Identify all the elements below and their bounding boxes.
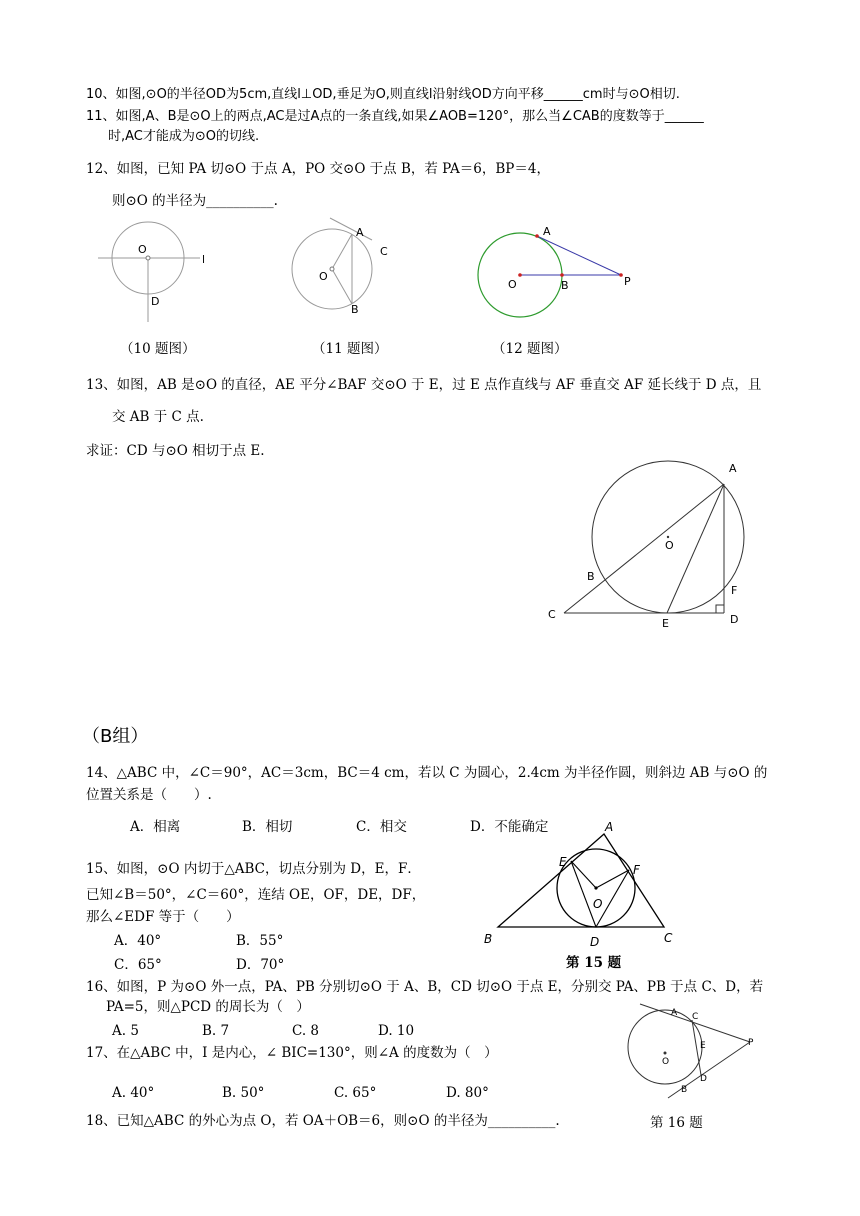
- q13-text-line1: 13、如图，AB 是⊙O 的直径，AE 平分∠BAF 交⊙O 于 E，过 E 点作直线与 AF 垂直交 AF 延长线于 D 点，且: [86, 377, 762, 393]
- q17-option-b: B. 50°: [222, 1085, 265, 1101]
- q18-text: 18、已知△ABC 的外心为点 O，若 OA＋OB＝6，则⊙O 的半径为__________.: [86, 1113, 560, 1129]
- fig13-line-ac: [564, 484, 724, 613]
- fig10-center-point: [146, 256, 150, 260]
- q10-text: 10、如图,⊙O的半径OD为5cm,直线l⊥OD,垂足为O,则直线l沿射线OD方向平移______cm时与⊙O相切.: [86, 87, 680, 102]
- fig12-point-o: [518, 273, 522, 277]
- fig13-label-a: A: [729, 462, 737, 475]
- q16-option-c: C. 8: [292, 1023, 320, 1039]
- q16-option-d: D. 10: [378, 1023, 415, 1039]
- fig16-center-point: [664, 1052, 667, 1055]
- figure-16: [628, 1004, 754, 1098]
- q17-text: 17、在△ABC 中，I 是内心，∠ BIC=130°，则∠A 的度数为（ ）: [86, 1045, 498, 1061]
- fig13-label-e: E: [662, 617, 669, 630]
- q14-text-line1: 14、△ABC 中，∠C＝90°，AC＝3cm，BC＝4 cm，若以 C 为圆心，2.4cm 为半径作圆，则斜边 AB 与⊙O 的: [86, 765, 768, 781]
- fig13-right-angle: [716, 605, 724, 613]
- fig10-label-l: l: [202, 253, 206, 266]
- figure10-caption: （10 题图）: [120, 341, 196, 357]
- q14-option-d: D．不能确定: [470, 819, 549, 835]
- q15-option-a: A．40°: [114, 933, 162, 949]
- fig11-label-c: C: [380, 245, 388, 258]
- fig12-point-b: [560, 273, 564, 277]
- fig10-label-o: O: [138, 243, 147, 256]
- q15-option-d: D．70°: [236, 957, 285, 973]
- q17-option-a: A. 40°: [112, 1085, 155, 1101]
- fig16-label-o: O: [662, 1057, 670, 1067]
- fig16-label-c: C: [692, 1012, 699, 1022]
- group-b-heading: （B组）: [82, 726, 149, 747]
- figure16-caption: 第 16 题: [650, 1115, 703, 1131]
- fig15-label-c: C: [664, 931, 673, 945]
- fig10-label-d: D: [151, 295, 160, 308]
- q12-text-line2: 则⊙O 的半径为__________.: [112, 193, 278, 209]
- fig11-label-o: O: [319, 270, 328, 283]
- fig11-label-b: B: [351, 303, 359, 316]
- q11-text-line2: 时,AC才能成为⊙O的切线.: [108, 129, 260, 144]
- fig16-label-b: B: [681, 1085, 688, 1095]
- q13-proof-text: 求证：CD 与⊙O 相切于点 E.: [86, 443, 265, 459]
- fig15-triangle: [498, 834, 664, 927]
- fig16-label-d: D: [700, 1074, 707, 1084]
- fig16-label-e: E: [700, 1041, 706, 1051]
- q13-text-line2: 交 AB 于 C 点.: [112, 409, 204, 425]
- q16-option-a: A. 5: [112, 1023, 139, 1039]
- fig13-line-ae: [667, 484, 724, 613]
- figure11-caption: （11 题图）: [312, 341, 388, 357]
- fig15-line-de: [571, 861, 596, 927]
- q15-text-line3: 那么∠EDF 等于（ ）: [86, 909, 240, 925]
- fig11-radius-ob: [332, 269, 352, 304]
- q15-option-c: C．65°: [114, 957, 162, 973]
- q16-text-line1: 16、如图，P 为⊙O 外一点，PA、PB 分别切⊙O 于 A、B，CD 切⊙O 于点 E，分别交 PA、PB 于点 C、D，若: [86, 979, 764, 995]
- q17-option-d: D. 80°: [446, 1085, 489, 1101]
- fig16-label-p: P: [748, 1038, 754, 1048]
- fig12-point-p: [619, 273, 623, 277]
- q16-option-b: B. 7: [202, 1023, 230, 1039]
- fig12-label-p: P: [624, 275, 631, 288]
- q15-option-b: B．55°: [236, 933, 284, 949]
- fig15-label-f: F: [633, 863, 640, 877]
- fig12-label-a: A: [543, 225, 551, 238]
- q14-option-c: C．相交: [356, 819, 407, 835]
- q15-text-line2: 已知∠B＝50°，∠C＝60°，连结 OE，OF，DE，DF，: [86, 887, 426, 903]
- figure-15: [484, 820, 673, 949]
- fig13-label-c: C: [548, 608, 556, 621]
- fig15-label-a: A: [605, 820, 614, 834]
- fig12-label-b: B: [561, 279, 569, 292]
- fig16-label-a: A: [671, 1008, 678, 1018]
- fig12-point-a: [535, 234, 539, 238]
- fig15-label-d: D: [590, 935, 600, 949]
- fig15-label-o: O: [593, 897, 603, 911]
- figure12-caption: （12 题图）: [492, 341, 568, 357]
- fig15-label-e: E: [559, 855, 567, 869]
- fig11-radius-oa: [332, 234, 352, 269]
- figure-11: [292, 218, 388, 316]
- figure-13: [548, 461, 744, 630]
- figure-10: [98, 222, 205, 322]
- fig13-label-o: O: [665, 539, 674, 552]
- q12-text-line1: 12、如图，已知 PA 切⊙O 于点 A，PO 交⊙O 于点 B，若 PA＝6，BP＝4，: [86, 161, 550, 177]
- q14-text-line2: 位置关系是（ ）.: [86, 787, 212, 803]
- fig13-label-f: F: [731, 584, 738, 597]
- fig11-center-point: [330, 267, 334, 271]
- fig12-label-o: O: [508, 278, 517, 291]
- fig11-label-a: A: [356, 226, 364, 239]
- q14-option-b: B．相切: [242, 819, 293, 835]
- q16-text-line2: PA=5，则△PCD 的周长为（ ）: [106, 999, 310, 1015]
- fig15-label-b: B: [484, 932, 493, 946]
- q14-option-a: A．相离: [130, 819, 181, 835]
- fig13-label-d: D: [730, 613, 739, 626]
- q15-text-line1: 15、如图，⊙O 内切于△ABC，切点分别为 D，E，F．: [86, 861, 421, 877]
- fig12-tangent-pa: [537, 236, 621, 275]
- figure15-caption: 第 15 题: [566, 955, 622, 971]
- fig15-line-oe: [571, 861, 596, 888]
- fig13-center-point: [667, 536, 669, 538]
- fig13-label-b: B: [587, 570, 595, 583]
- figure-12: [478, 225, 631, 317]
- q17-option-c: C. 65°: [334, 1085, 377, 1101]
- fig15-center-point: [594, 886, 597, 889]
- q11-text-line1: 11、如图,A、B是⊙O上的两点,AC是过A点的一条直线,如果∠AOB=120°，那么当∠CAB的度数等于______: [86, 109, 704, 124]
